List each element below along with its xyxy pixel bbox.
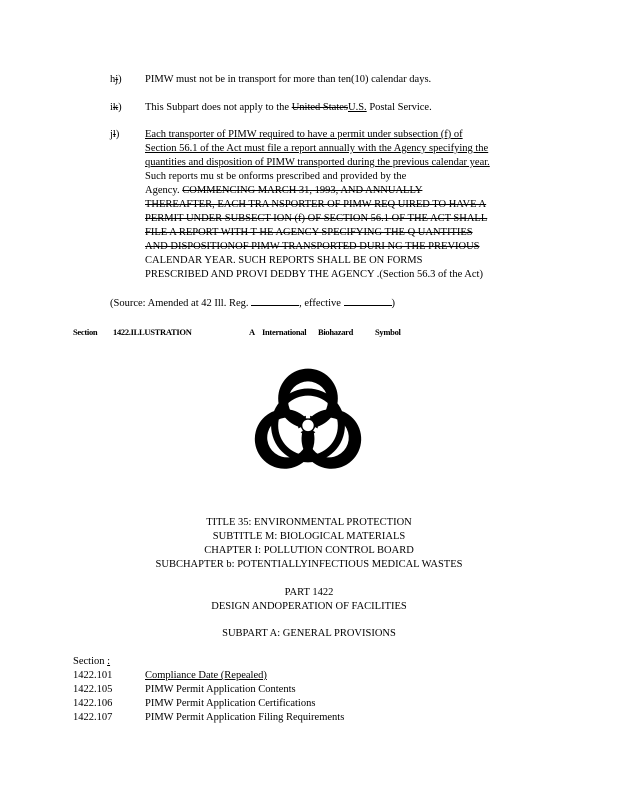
label-close: ): [118, 102, 122, 113]
item-i-text: [145, 101, 540, 115]
label-close: ): [118, 74, 122, 85]
line-strike-text: COMMENCING MARCH 31, 1993, AND ANNUALLY: [182, 185, 423, 196]
source-suffix: ): [391, 298, 396, 309]
label-close: ): [115, 129, 120, 140]
section-heading-biohazard: Biohazard: [318, 327, 354, 337]
toc-row-title: PIMW Permit Application Filing Requirements: [145, 712, 345, 723]
subchapter-line: SUBCHAPTER b: POTENTIALLYINFECTIOUS MEDICAL WASTES: [155, 559, 463, 570]
toc-row-title: PIMW Permit Application Certifications: [145, 698, 316, 709]
toc-header-text: Section: [73, 656, 105, 667]
paragraph-line: PIMW must not be in transport for more than ten(10) calendar days.: [145, 74, 432, 85]
paragraph-line: AND DISPOSITIONOF PIMW TRANSPORTED DURI NG THE PREVIOUS: [145, 241, 480, 252]
paragraph-line: [145, 184, 540, 198]
item-label-i: [110, 101, 122, 115]
toc-row-number: 1422.101: [73, 670, 113, 681]
paragraph-line: Each transporter of PIMW required to have a permit under subsection (f) of: [145, 129, 463, 140]
label-old: j: [110, 129, 113, 140]
section-heading-number: 1422.ILLUSTRATION: [113, 327, 192, 337]
paragraph-line: THEREAFTER, EACH TRA NSPORTER OF PIMW REQ UIRED TO HAVE A: [145, 199, 487, 210]
source-prefix: (Source: Amended at 42 Ill. Reg.: [110, 298, 249, 309]
text-post: Postal Service.: [369, 102, 432, 113]
source-note: [110, 295, 395, 311]
paragraph-line: PRESCRIBED AND PROVI DEDBY THE AGENCY .(Section 56.3 of the Act): [145, 269, 483, 280]
line-prefix: Agency.: [145, 185, 180, 196]
part-title-line: DESIGN ANDOPERATION OF FACILITIES: [211, 601, 407, 612]
subpart-line: SUBPART A: GENERAL PROVISIONS: [222, 628, 396, 639]
toc-row-number: 1422.106: [73, 698, 113, 709]
toc-row-title: PIMW Permit Application Contents: [145, 684, 296, 695]
blank-line: [344, 295, 392, 306]
label-strike: k: [112, 102, 119, 113]
label-old: h: [110, 74, 116, 85]
item-label-h: [110, 73, 122, 87]
text-pre: This Subpart does not apply to the: [145, 102, 290, 113]
paragraph-line: Section 56.1 of the Act must file a report annually with the Agency specifying the: [145, 143, 489, 154]
blank-line: [251, 295, 299, 306]
toc-header: [73, 655, 110, 669]
text-strike: United States: [291, 102, 348, 113]
source-mid: , effective: [299, 298, 341, 309]
toc-row-number: 1422.105: [73, 684, 113, 695]
part-line: PART 1422: [284, 587, 334, 598]
item-h-text: [145, 73, 540, 87]
biohazard-symbol-icon: [237, 358, 379, 500]
label-strike: l: [112, 129, 116, 140]
toc-header-colon: :: [107, 656, 111, 667]
item-label-j: [110, 128, 119, 142]
paragraph-line: PERMIT UNDER SUBSECT ION (f) OF SECTION 56.1 OF THE ACT SHALL: [145, 213, 488, 224]
paragraph-line: CALENDAR YEAR. SUCH REPORTS SHALL BE ON FORMS: [145, 255, 423, 266]
section-heading-symbol: Symbol: [375, 327, 401, 337]
text-new: U.S.: [348, 102, 367, 113]
paragraph-line: FILE A REPORT WITH T HE AGENCY SPECIFYING THE Q UANTITIES: [145, 227, 473, 238]
paragraph-line: Such reports mu st be onforms prescribed and provided by the: [145, 171, 407, 182]
label-old: i: [110, 102, 113, 113]
toc-row-number: 1422.107: [73, 712, 113, 723]
toc-row-title: Compliance Date (Repealed): [145, 670, 267, 681]
item-j-text: [145, 128, 540, 282]
label-strike: j: [115, 74, 119, 85]
paragraph-line: quantities and disposition of PIMW transported during the previous calendar year.: [145, 157, 490, 168]
paragraph-line: [145, 101, 540, 115]
chapter-line: CHAPTER I: POLLUTION CONTROL BOARD: [204, 545, 414, 556]
section-heading-international: International: [262, 327, 307, 337]
title-line: TITLE 35: ENVIRONMENTAL PROTECTION: [206, 517, 412, 528]
subtitle-line: SUBTITLE M: BIOLOGICAL MATERIALS: [212, 531, 406, 542]
section-heading-a: A: [249, 327, 255, 337]
section-heading-label: Section: [73, 327, 98, 337]
